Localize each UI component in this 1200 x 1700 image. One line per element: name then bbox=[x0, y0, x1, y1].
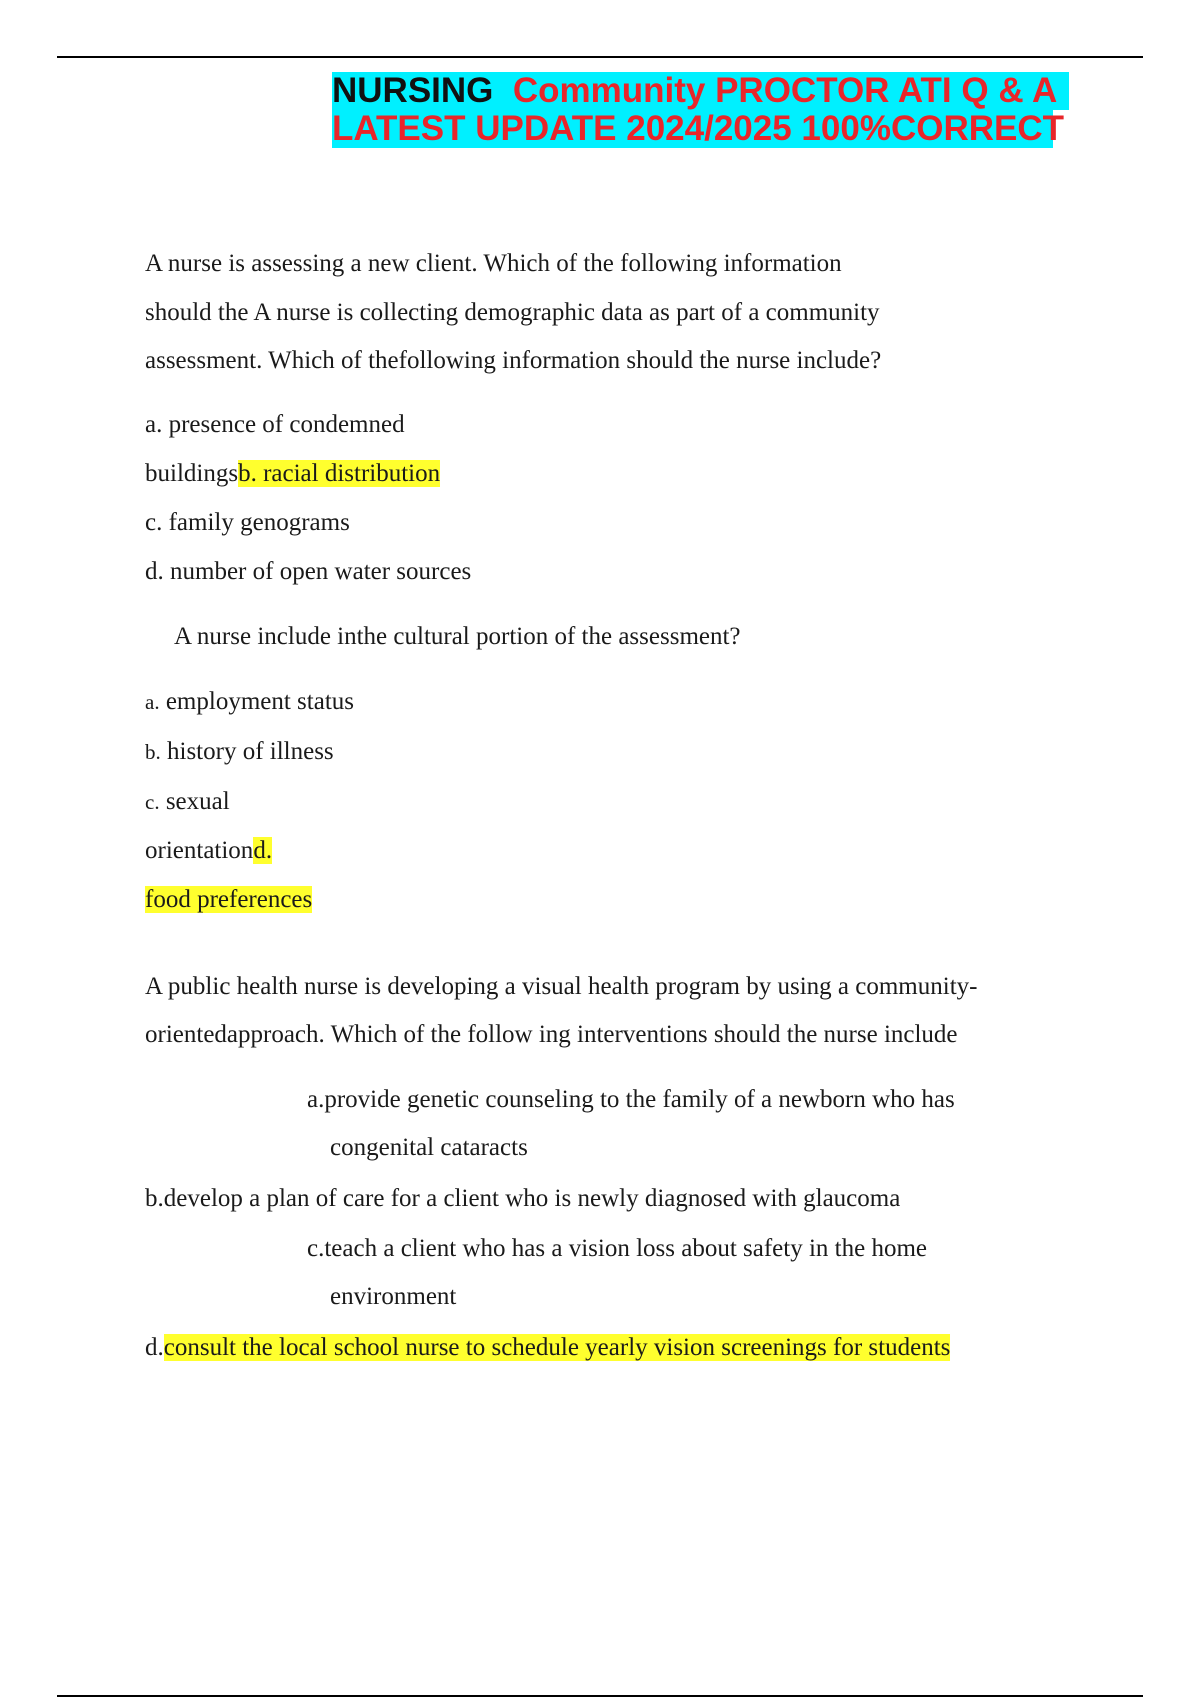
q3-option-c bbox=[307, 1232, 927, 1266]
q3-option-b bbox=[145, 1182, 900, 1216]
q1-option-a-b-line bbox=[145, 457, 440, 491]
q3-option-b-letter: b. bbox=[145, 1185, 164, 1212]
q3-option-a bbox=[307, 1083, 955, 1117]
q2-option-a-text: employment status bbox=[165, 688, 354, 715]
q3-option-a-letter: a. bbox=[307, 1086, 325, 1113]
q1-option-d: d. number of open water sources bbox=[145, 558, 472, 585]
q3-option-c-letter: c. bbox=[307, 1235, 325, 1262]
q2-option-b-letter: b. bbox=[145, 740, 161, 764]
q3-stem-line-2: orientedapproach. Which of the follow ing interventions should the nurse include bbox=[145, 1021, 958, 1048]
q2-option-c-letter: c. bbox=[145, 790, 160, 814]
q3-option-d bbox=[145, 1331, 950, 1365]
title-rest: Community PROCTOR ATI Q & A bbox=[512, 71, 1058, 110]
bottom-rule bbox=[57, 1695, 1143, 1697]
top-rule bbox=[57, 56, 1143, 58]
title-line-2: LATEST UPDATE 2024/2025 100%CORRECT bbox=[332, 109, 1064, 148]
q2-option-c bbox=[145, 785, 230, 819]
q2-option-b bbox=[145, 735, 334, 769]
title-nursing: NURSING bbox=[332, 71, 494, 110]
q2-stem: A nurse include inthe cultural portion of the assessment? bbox=[174, 623, 741, 650]
q2-option-c-text: sexual bbox=[165, 788, 230, 815]
q1-option-a-cont: buildings bbox=[145, 460, 239, 487]
q3-option-d-answer: consult the local school nurse to schedule yearly vision screenings for students bbox=[163, 1334, 951, 1361]
q1-stem-line-1: A nurse is assessing a new client. Which of the following information bbox=[145, 250, 842, 277]
q2-option-b-text: history of illness bbox=[167, 738, 334, 765]
q2-option-c-d-line bbox=[145, 834, 272, 868]
q1-option-c: c. family genograms bbox=[145, 509, 350, 536]
q1-option-a: a. presence of condemned bbox=[145, 411, 405, 438]
q3-stem-line-1: A public health nurse is developing a visual health program by using a community- bbox=[145, 973, 978, 1000]
q3-option-a-text: provide genetic counseling to the family of a newborn who has bbox=[324, 1086, 955, 1113]
q1-stem-line-3: assessment. Which of thefollowing information should the nurse include? bbox=[145, 347, 882, 374]
q3-option-a-cont: congenital cataracts bbox=[330, 1134, 528, 1161]
q2-option-c-cont: orientation bbox=[145, 837, 254, 864]
q2-option-d-answer bbox=[145, 883, 312, 917]
q3-option-d-letter: d. bbox=[145, 1334, 164, 1361]
q2-option-d-letter: d. bbox=[253, 837, 273, 864]
q2-option-a bbox=[145, 685, 354, 719]
q2-option-d-text: food preferences bbox=[145, 886, 313, 913]
q3-option-c-text: teach a client who has a vision loss about safety in the home bbox=[324, 1235, 927, 1262]
q3-option-b-text: develop a plan of care for a client who is newly diagnosed with glaucoma bbox=[163, 1185, 901, 1212]
q2-option-a-letter: a. bbox=[145, 690, 160, 714]
document-title bbox=[332, 71, 1064, 148]
q1-stem-line-2: should the A nurse is collecting demographic data as part of a community bbox=[145, 299, 880, 326]
q3-option-c-cont: environment bbox=[330, 1283, 457, 1310]
q1-option-b-answer: b. racial distribution bbox=[238, 460, 441, 487]
title-line-1 bbox=[332, 72, 1069, 110]
